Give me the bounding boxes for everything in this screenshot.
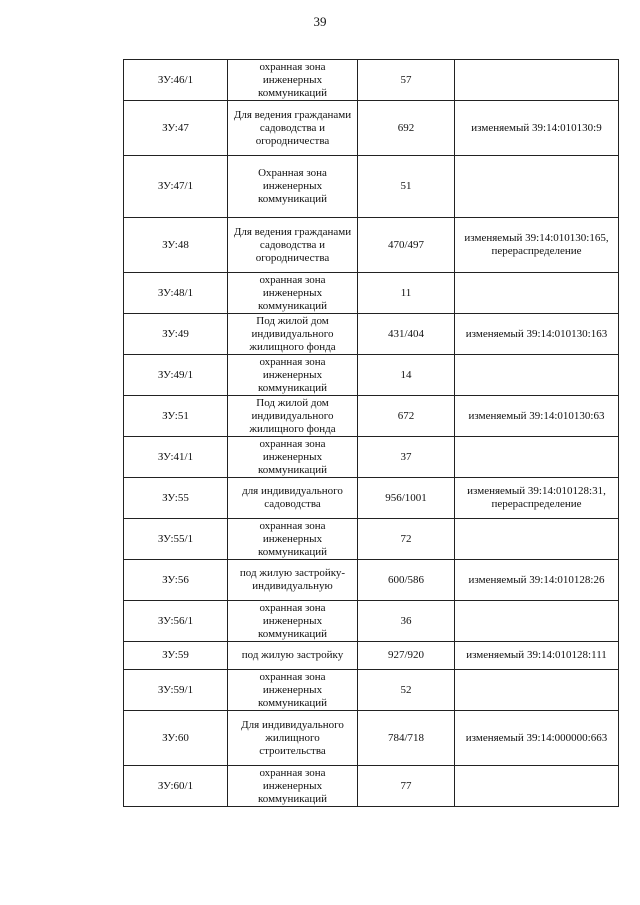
parcel-id-cell: ЗУ:55 (124, 478, 228, 519)
permitted-use-cell: охранная зона инженерных коммуникаций (228, 355, 358, 396)
area-cell: 470/497 (358, 218, 455, 273)
area-cell: 956/1001 (358, 478, 455, 519)
parcel-id-cell: ЗУ:46/1 (124, 60, 228, 101)
area-cell: 72 (358, 519, 455, 560)
parcel-id-cell: ЗУ:55/1 (124, 519, 228, 560)
note-cell (455, 355, 619, 396)
permitted-use-cell: под жилую застройку (228, 642, 358, 670)
note-cell (455, 60, 619, 101)
area-cell: 600/586 (358, 560, 455, 601)
permitted-use-cell: Для индивидуального жилищного строительства (228, 711, 358, 766)
permitted-use-cell: охранная зона инженерных коммуникаций (228, 437, 358, 478)
area-cell: 77 (358, 766, 455, 807)
parcel-id-cell: ЗУ:60 (124, 711, 228, 766)
area-cell: 784/718 (358, 711, 455, 766)
parcel-id-cell: ЗУ:47 (124, 101, 228, 156)
permitted-use-cell: под жилую застройку-индивидуальную (228, 560, 358, 601)
note-cell (455, 273, 619, 314)
note-cell (455, 437, 619, 478)
table-row (124, 601, 619, 642)
permitted-use-cell: Под жилой дом индивидуального жилищного фонда (228, 314, 358, 355)
table-row (124, 314, 619, 355)
table-row (124, 396, 619, 437)
parcel-id-cell: ЗУ:59/1 (124, 670, 228, 711)
note-cell: изменяемый 39:14:010128:31, перераспределение (455, 478, 619, 519)
note-cell: изменяемый 39:14:010130:63 (455, 396, 619, 437)
note-cell: изменяемый 39:14:010130:9 (455, 101, 619, 156)
note-cell: изменяемый 39:14:010128:111 (455, 642, 619, 670)
permitted-use-cell: охранная зона инженерных коммуникаций (228, 601, 358, 642)
area-cell: 431/404 (358, 314, 455, 355)
permitted-use-cell: охранная зона инженерных коммуникаций (228, 273, 358, 314)
area-cell: 927/920 (358, 642, 455, 670)
note-cell: изменяемый 39:14:010130:163 (455, 314, 619, 355)
area-cell: 672 (358, 396, 455, 437)
note-cell (455, 670, 619, 711)
parcel-id-cell: ЗУ:49 (124, 314, 228, 355)
parcel-id-cell: ЗУ:41/1 (124, 437, 228, 478)
note-cell (455, 519, 619, 560)
note-cell: изменяемый 39:14:000000:663 (455, 711, 619, 766)
note-cell: изменяемый 39:14:010128:26 (455, 560, 619, 601)
parcel-id-cell: ЗУ:56 (124, 560, 228, 601)
table-row (124, 156, 619, 218)
parcels-table (123, 59, 619, 807)
parcel-id-cell: ЗУ:49/1 (124, 355, 228, 396)
area-cell: 14 (358, 355, 455, 396)
note-cell (455, 766, 619, 807)
permitted-use-cell: охранная зона инженерных коммуникаций (228, 766, 358, 807)
area-cell: 52 (358, 670, 455, 711)
parcel-id-cell: ЗУ:56/1 (124, 601, 228, 642)
parcel-id-cell: ЗУ:47/1 (124, 156, 228, 218)
permitted-use-cell: Под жилой дом индивидуального жилищного фонда (228, 396, 358, 437)
permitted-use-cell: охранная зона инженерных коммуникаций (228, 519, 358, 560)
note-cell (455, 156, 619, 218)
note-cell: изменяемый 39:14:010130:165, перераспределение (455, 218, 619, 273)
area-cell: 57 (358, 60, 455, 101)
table-row (124, 218, 619, 273)
permitted-use-cell: охранная зона инженерных коммуникаций (228, 60, 358, 101)
area-cell: 36 (358, 601, 455, 642)
permitted-use-cell: Охранная зона инженерных коммуникаций (228, 156, 358, 218)
table-row (124, 437, 619, 478)
table-row (124, 355, 619, 396)
table-row (124, 478, 619, 519)
page-number: 39 (313, 14, 327, 29)
note-cell (455, 601, 619, 642)
parcel-id-cell: ЗУ:59 (124, 642, 228, 670)
parcel-id-cell: ЗУ:48/1 (124, 273, 228, 314)
parcel-id-cell: ЗУ:60/1 (124, 766, 228, 807)
table-row (124, 60, 619, 101)
area-cell: 11 (358, 273, 455, 314)
parcel-id-cell: ЗУ:48 (124, 218, 228, 273)
table-row (124, 273, 619, 314)
permitted-use-cell: Для ведения гражданами садоводства и огородничества (228, 218, 358, 273)
permitted-use-cell: охранная зона инженерных коммуникаций (228, 670, 358, 711)
table-row (124, 642, 619, 670)
table-row (124, 670, 619, 711)
area-cell: 37 (358, 437, 455, 478)
table-row (124, 711, 619, 766)
parcel-id-cell: ЗУ:51 (124, 396, 228, 437)
permitted-use-cell: для индивидуального садоводства (228, 478, 358, 519)
table-row (124, 101, 619, 156)
table-row (124, 560, 619, 601)
permitted-use-cell: Для ведения гражданами садоводства и огородничества (228, 101, 358, 156)
table-row (124, 766, 619, 807)
area-cell: 692 (358, 101, 455, 156)
table-row (124, 519, 619, 560)
area-cell: 51 (358, 156, 455, 218)
